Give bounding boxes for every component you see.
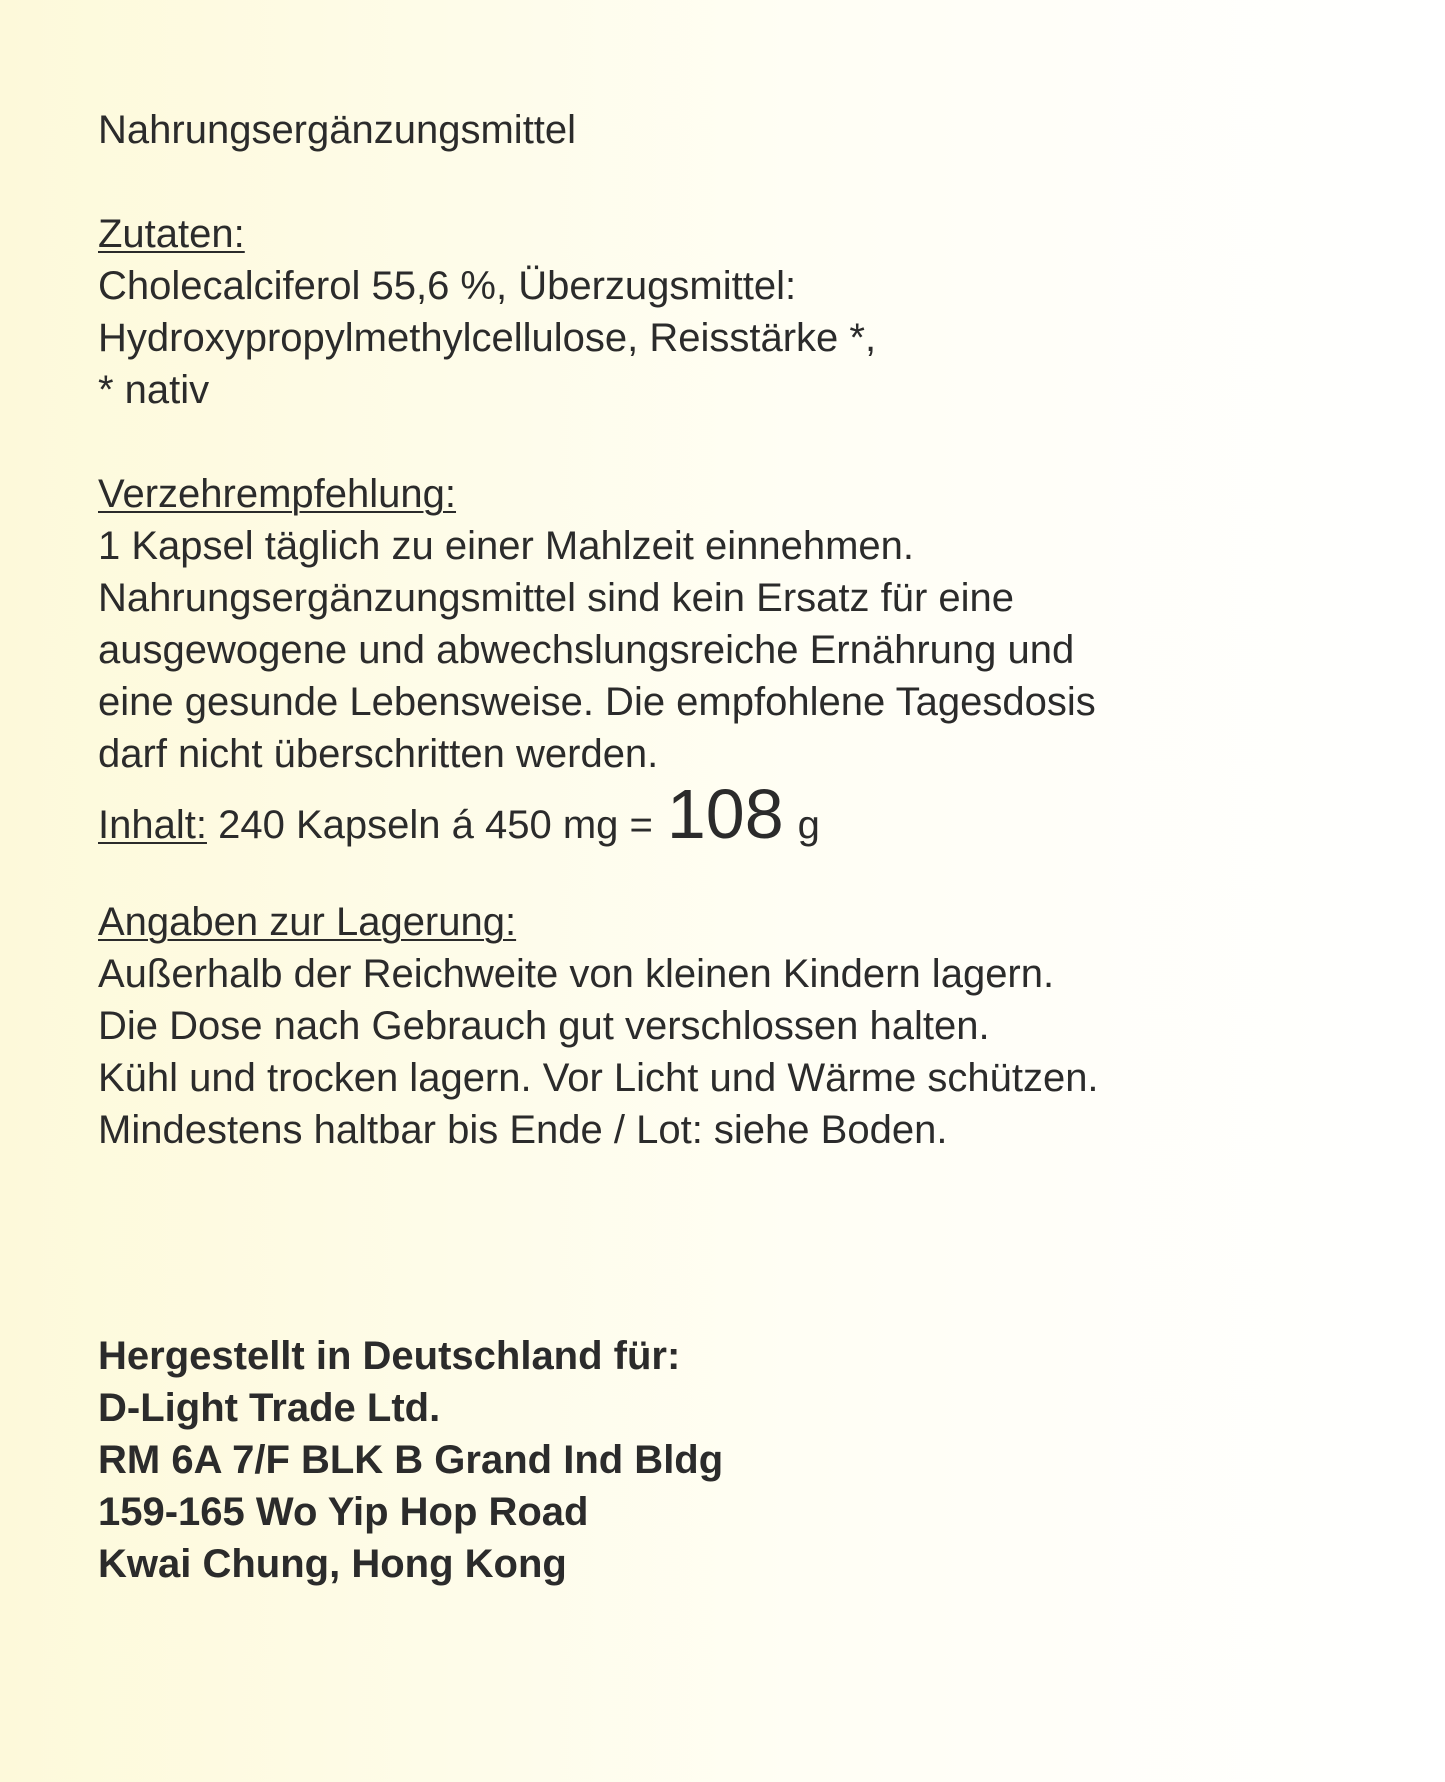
spacer [98,156,1358,208]
storage-line: Mindestens haltbar bis Ende / Lot: siehe Boden. [98,1108,948,1152]
recommendation-heading: Verzehrempfehlung: [98,472,457,516]
ingredients-line: Hydroxypropylmethylcellulose, Reisstärke *, [98,316,877,360]
storage-heading: Angaben zur Lagerung: [98,900,517,944]
storage-line: Außerhalb der Reichweite von kleinen Kindern lagern. [98,952,1055,996]
recommendation-line: 1 Kapsel täglich zu einer Mahlzeit einnehmen. [98,524,915,568]
manufacturer-line: 159-165 Wo Yip Hop Road [98,1490,589,1534]
recommendation-section [98,468,1358,780]
manufacturer-line: Hergestellt in Deutschland für: [98,1334,681,1378]
manufacturer-line: Kwai Chung, Hong Kong [98,1542,567,1586]
product-type-title: Nahrungsergänzungsmittel [98,108,577,152]
storage-line: Kühl und trocken lagern. Vor Licht und Wärme schützen. [98,1056,1099,1100]
recommendation-line: ausgewogene und abwechslungsreiche Ernährung und [98,628,1075,672]
storage-section [98,896,1358,1156]
recommendation-line: eine gesunde Lebensweise. Die empfohlene Tagesdosis [98,680,1096,724]
ingredients-line: * nativ [98,368,210,412]
ingredients-line: Cholecalciferol 55,6 %, Überzugsmittel: [98,264,797,308]
contents-unit: g [797,803,820,847]
manufacturer-line: D-Light Trade Ltd. [98,1386,441,1430]
ingredients-section [98,208,1358,416]
storage-line: Die Dose nach Gebrauch gut verschlossen halten. [98,1004,990,1048]
contents-text: 240 Kapseln á 450 mg = [218,803,653,847]
label-text [98,104,1358,1156]
contents-amount: 108 [666,775,784,853]
recommendation-line: darf nicht überschritten werden. [98,732,659,776]
spacer [98,416,1358,468]
ingredients-heading: Zutaten: [98,212,245,256]
contents-line [98,775,1358,853]
manufacturer-address [98,1330,1358,1590]
recommendation-line: Nahrungsergänzungsmittel sind kein Ersatz für eine [98,576,1015,620]
contents-heading: Inhalt: [98,803,207,847]
manufacturer-line: RM 6A 7/F BLK B Grand Ind Bldg [98,1438,724,1482]
